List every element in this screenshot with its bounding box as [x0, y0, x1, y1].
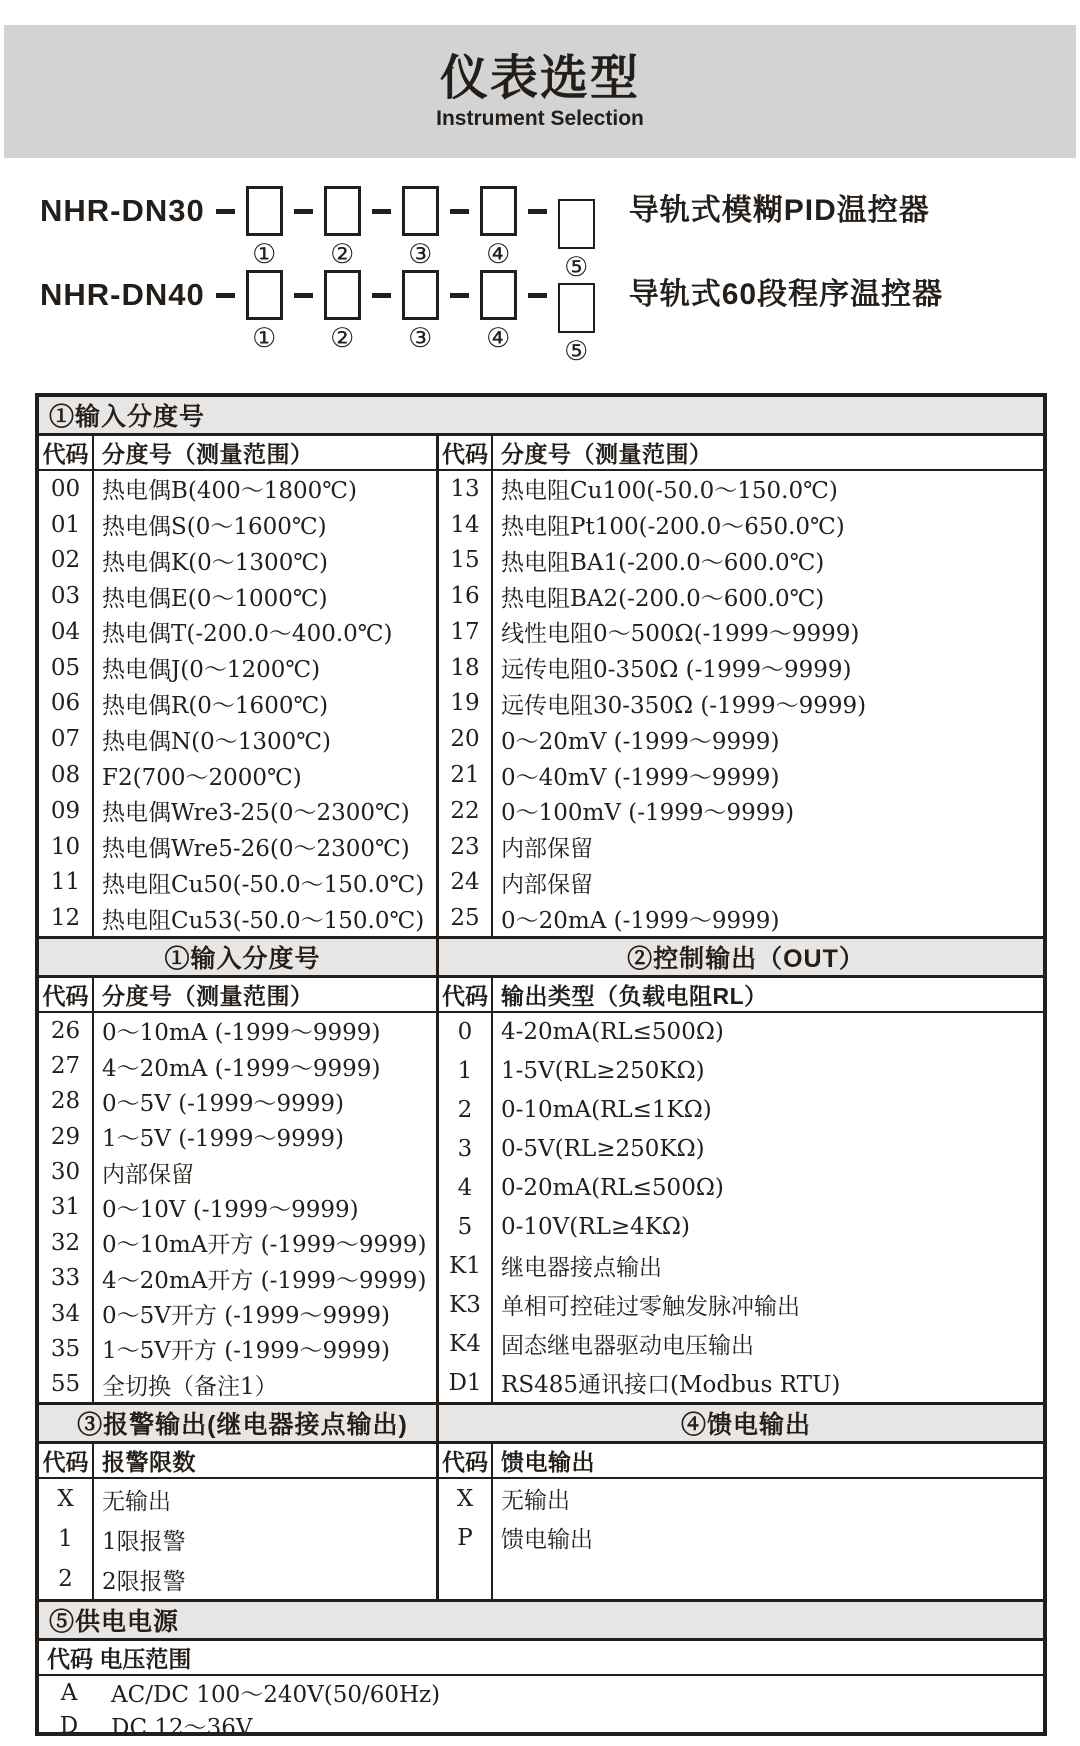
dash — [294, 209, 313, 214]
desc-cell: 继电器接点输出 — [501, 1255, 662, 1282]
desc-cell: 0～40mV (-1999～9999) — [501, 764, 780, 791]
table-row — [39, 507, 436, 543]
section1-body — [39, 436, 1043, 936]
desc-cell: 热电阻Cu100(-50.0～150.0℃) — [501, 478, 838, 505]
table-row — [39, 829, 436, 865]
code-cell: 30 — [39, 1154, 94, 1189]
section2-left-title: ①输入分度号 — [39, 939, 439, 975]
table-row — [39, 1190, 436, 1225]
code-cell: 19 — [439, 686, 493, 722]
table-row — [39, 721, 436, 757]
code-box — [246, 186, 283, 236]
page-subtitle: Instrument Selection — [436, 106, 644, 130]
code-box — [246, 270, 283, 320]
section5-rows — [39, 1676, 1043, 1742]
col-header-code: 代码 — [439, 436, 493, 469]
code-cell: K3 — [439, 1285, 493, 1324]
desc-cell: 远传电阻0-350Ω (-1999～9999) — [501, 657, 852, 684]
code-cell: D — [59, 1712, 79, 1739]
desc-cell: 无输出 — [102, 1488, 171, 1515]
desc-cell: 1～5V开方 (-1999～9999) — [102, 1338, 390, 1365]
model-code-diagrams — [40, 186, 1050, 366]
desc-cell: RS485通讯接口(Modbus RTU) — [501, 1372, 841, 1399]
table-row — [439, 686, 1043, 722]
desc-cell: 热电偶B(400～1800℃) — [102, 478, 358, 505]
table-row — [439, 1363, 1043, 1402]
desc-cell: 4～20mA开方 (-1999～9999) — [102, 1267, 427, 1294]
code-cell: 22 — [439, 793, 493, 829]
table-row — [39, 793, 436, 829]
code-cell: 1 — [439, 1052, 493, 1091]
section2-left-rows — [39, 1013, 436, 1402]
col-header-desc: 分度号（测量范围） — [501, 441, 713, 467]
table-row — [39, 578, 436, 614]
desc-cell: 内部保留 — [102, 1161, 194, 1188]
position-marker: ⑤ — [564, 252, 589, 282]
code-slot-5 — [558, 283, 595, 366]
page-title: 仪表选型 — [439, 51, 640, 105]
desc-cell: 热电偶T(-200.0～400.0℃) — [102, 621, 393, 648]
desc-cell — [493, 1557, 1043, 1599]
code-cell: 04 — [39, 614, 94, 650]
desc-cell: 无输出 — [501, 1488, 570, 1514]
code-cell: 29 — [39, 1119, 94, 1154]
code-cell: D1 — [439, 1363, 493, 1402]
table-row — [39, 1154, 436, 1189]
desc-cell: 热电阻Cu53(-50.0～150.0℃) — [102, 907, 425, 934]
position-marker: ① — [252, 239, 277, 269]
table-row — [439, 614, 1043, 650]
position-marker: ③ — [408, 239, 433, 269]
desc-cell: 线性电阻0～500Ω(-1999～9999) — [501, 621, 860, 648]
dash — [294, 293, 313, 298]
table-row — [439, 1169, 1043, 1208]
code-cell: 5 — [439, 1208, 493, 1247]
section3-right — [439, 1444, 1043, 1599]
code-cell: 00 — [39, 471, 94, 507]
table-row — [439, 1246, 1043, 1285]
code-cell: 03 — [39, 578, 94, 614]
section1-right-colhead — [439, 436, 1043, 471]
desc-cell: 热电阻BA2(-200.0～600.0℃) — [501, 585, 825, 612]
code-slot-2 — [324, 270, 361, 353]
code-cell: 02 — [39, 543, 94, 579]
position-marker: ① — [252, 323, 277, 353]
desc-cell: 1限报警 — [102, 1528, 186, 1555]
code-cell: 28 — [39, 1084, 94, 1119]
code-slot-4 — [480, 186, 517, 269]
desc-cell: 0～20mA (-1999～9999) — [501, 907, 780, 934]
position-marker: ⑤ — [564, 336, 589, 366]
code-cell: 32 — [39, 1225, 94, 1260]
position-marker: ② — [330, 239, 355, 269]
table-row — [439, 578, 1043, 614]
table-row — [39, 1261, 436, 1296]
section2-titlebar — [39, 936, 1043, 978]
code-box — [480, 186, 517, 236]
code-box — [324, 270, 361, 320]
code-cell: 20 — [439, 721, 493, 757]
table-row — [439, 1208, 1043, 1247]
desc-cell: 热电阻Pt100(-200.0～650.0℃) — [501, 514, 845, 541]
code-box — [402, 270, 439, 320]
table-row — [39, 1296, 436, 1331]
code-cell: 11 — [39, 864, 94, 900]
code-cell: 10 — [39, 829, 94, 865]
desc-cell: 4-20mA(RL≤500Ω) — [501, 1019, 724, 1046]
table-row — [39, 1676, 1043, 1709]
position-marker: ② — [330, 323, 355, 353]
table-row — [439, 1518, 1043, 1557]
code-cell: 01 — [39, 507, 94, 543]
position-marker: ④ — [486, 239, 511, 269]
code-cell: P — [439, 1518, 493, 1557]
table-row — [439, 1091, 1043, 1130]
code-cell: 26 — [39, 1013, 94, 1048]
model-description: 导轨式模糊PID温控器 — [628, 194, 930, 227]
code-cell: 34 — [39, 1296, 94, 1331]
desc-cell: 热电偶S(0～1600℃) — [102, 514, 327, 541]
section3-right-colhead — [439, 1444, 1043, 1479]
desc-cell: 馈电输出 — [501, 1527, 593, 1553]
desc-cell: 热电偶E(0～1000℃) — [102, 585, 328, 612]
table-row — [39, 757, 436, 793]
dash — [372, 209, 391, 214]
code-cell: 16 — [439, 578, 493, 614]
table-row — [439, 757, 1043, 793]
desc-cell: 热电偶R(0～1600℃) — [102, 692, 329, 719]
desc-cell: 0～10V (-1999～9999) — [102, 1196, 359, 1223]
desc-cell: 1-5V(RL≥250KΩ) — [501, 1058, 705, 1085]
table-row — [439, 543, 1043, 579]
desc-cell: 2限报警 — [102, 1568, 186, 1595]
code-cell: 27 — [39, 1048, 94, 1083]
section1-left-rows — [39, 471, 436, 936]
table-row — [39, 543, 436, 579]
code-slot-5 — [558, 199, 595, 282]
model-name: NHR-DN40 — [40, 277, 205, 312]
section3-left — [39, 1444, 439, 1599]
table-row — [439, 900, 1043, 936]
code-box — [480, 270, 517, 320]
model-row-nhr-dn40 — [40, 270, 1050, 366]
code-cell: K1 — [439, 1246, 493, 1285]
section3-titlebar — [39, 1402, 1043, 1444]
section2-body — [39, 978, 1043, 1402]
title-banner — [4, 25, 1076, 158]
code-cell: 23 — [439, 829, 493, 865]
desc-cell: 远传电阻30-350Ω (-1999～9999) — [501, 692, 867, 719]
position-marker: ③ — [408, 323, 433, 353]
table-row — [39, 900, 436, 936]
code-slot-3 — [402, 186, 439, 269]
table-row — [39, 471, 436, 507]
section2-left — [39, 978, 439, 1402]
col-header-desc: 报警限数 — [102, 1449, 196, 1475]
selection-table — [35, 393, 1047, 1741]
code-cell: 21 — [439, 757, 493, 793]
dash — [216, 209, 235, 214]
code-cell: 06 — [39, 686, 94, 722]
dash — [450, 209, 469, 214]
desc-cell: DC 12～36V — [111, 1715, 253, 1741]
section3-right-title: ④馈电输出 — [439, 1405, 1043, 1441]
model-description: 导轨式60段程序温控器 — [628, 278, 944, 311]
section5-colhead: 代码 电压范围 — [39, 1641, 1043, 1676]
section5-title: ⑤供电电源 — [39, 1599, 1043, 1641]
code-cell: 14 — [439, 507, 493, 543]
table-row — [439, 1285, 1043, 1324]
table-row — [39, 1331, 436, 1366]
table-row — [39, 1225, 436, 1260]
desc-cell: 内部保留 — [501, 836, 593, 863]
desc-cell: 单相可控硅过零触发脉冲输出 — [501, 1294, 800, 1321]
table-row — [439, 864, 1043, 900]
table-row — [39, 1479, 436, 1519]
table-row — [39, 1084, 436, 1119]
position-marker: ④ — [486, 323, 511, 353]
code-cell: 25 — [439, 900, 493, 936]
code-box — [324, 186, 361, 236]
code-box — [558, 199, 595, 249]
code-cell: 24 — [439, 864, 493, 900]
section2-right-title: ②控制输出（OUT） — [439, 939, 1043, 975]
table-row — [39, 1119, 436, 1154]
code-cell: 1 — [39, 1519, 94, 1559]
desc-cell: 热电偶N(0～1300℃) — [102, 728, 331, 755]
table-row-filler — [439, 1557, 1043, 1599]
code-cell: 2 — [39, 1559, 94, 1599]
table-row — [439, 650, 1043, 686]
code-cell: 17 — [439, 614, 493, 650]
section2-right — [439, 978, 1043, 1402]
col-header-desc: 馈电输出 — [501, 1449, 595, 1475]
table-row — [439, 829, 1043, 865]
table-row — [439, 721, 1043, 757]
col-header-code: 代码 — [39, 1444, 94, 1477]
desc-cell: 0～10mA (-1999～9999) — [102, 1020, 381, 1047]
desc-cell: 内部保留 — [501, 871, 593, 898]
code-cell: 05 — [39, 650, 94, 686]
code-cell: 3 — [439, 1130, 493, 1169]
desc-cell: 热电偶J(0～1200℃) — [102, 657, 321, 684]
code-slot-3 — [402, 270, 439, 353]
desc-cell: 热电阻BA1(-200.0～600.0℃) — [501, 549, 825, 576]
table-row — [439, 1052, 1043, 1091]
desc-cell: 热电阻Cu50(-50.0～150.0℃) — [102, 871, 425, 898]
col-header-code: 代码 — [439, 978, 493, 1011]
table-row — [39, 1519, 436, 1559]
desc-cell: 热电偶K(0～1300℃) — [102, 549, 329, 576]
table-row — [39, 614, 436, 650]
table-row — [439, 1479, 1043, 1518]
table-row — [39, 1048, 436, 1083]
section3-body — [39, 1444, 1043, 1599]
dash — [372, 293, 391, 298]
code-slot-1 — [246, 186, 283, 269]
table-row — [39, 1013, 436, 1048]
desc-cell: 0～100mV (-1999～9999) — [501, 800, 795, 827]
table-row — [39, 864, 436, 900]
dash — [528, 209, 547, 214]
table-row — [439, 793, 1043, 829]
code-cell: A — [60, 1679, 78, 1706]
desc-cell: 0～5V开方 (-1999～9999) — [102, 1303, 390, 1330]
code-cell: 35 — [39, 1331, 94, 1366]
dash — [528, 293, 547, 298]
section1-right — [439, 436, 1043, 936]
table-row — [39, 650, 436, 686]
table-row — [39, 1709, 1043, 1742]
code-cell: 12 — [39, 900, 94, 936]
code-cell: X — [439, 1479, 493, 1518]
code-slot-4 — [480, 270, 517, 353]
code-cell: 08 — [39, 757, 94, 793]
desc-cell: 0-10mA(RL≤1KΩ) — [501, 1097, 712, 1124]
desc-cell: 0～20mV (-1999～9999) — [501, 728, 780, 755]
desc-cell: 0-20mA(RL≤500Ω) — [501, 1175, 724, 1202]
section3-right-rows — [439, 1479, 1043, 1599]
section2-left-colhead — [39, 978, 436, 1013]
table-row — [439, 1130, 1043, 1169]
desc-cell: 0-5V(RL≥250KΩ) — [501, 1136, 705, 1163]
code-cell: 09 — [39, 793, 94, 829]
dash — [450, 293, 469, 298]
section1-title: ①输入分度号 — [39, 397, 1043, 436]
code-slot-1 — [246, 270, 283, 353]
code-cell: 13 — [439, 471, 493, 507]
model-row-nhr-dn30 — [40, 186, 1050, 282]
table-row — [439, 1324, 1043, 1363]
dash — [216, 293, 235, 298]
section1-right-rows — [439, 471, 1043, 936]
section2-right-colhead — [439, 978, 1043, 1013]
code-cell: 15 — [439, 543, 493, 579]
code-cell: K4 — [439, 1324, 493, 1363]
code-cell: 18 — [439, 650, 493, 686]
col-header-code: 代码 — [39, 978, 94, 1011]
code-cell — [439, 1557, 493, 1599]
desc-cell: 0～10mA开方 (-1999～9999) — [102, 1232, 427, 1259]
code-cell: 33 — [39, 1261, 94, 1296]
code-cell: X — [39, 1479, 94, 1519]
code-cell: 2 — [439, 1091, 493, 1130]
section2-right-rows — [439, 1013, 1043, 1402]
code-cell: 4 — [439, 1169, 493, 1208]
desc-cell: AC/DC 100～240V(50/60Hz) — [111, 1682, 441, 1708]
col-header-desc: 输出类型（负载电阻RL） — [501, 983, 768, 1009]
col-header-code: 代码 — [439, 1444, 493, 1477]
code-slot-2 — [324, 186, 361, 269]
section3-left-colhead — [39, 1444, 436, 1479]
table-row — [39, 1367, 436, 1402]
code-box — [402, 186, 439, 236]
desc-cell: 1～5V (-1999～9999) — [102, 1126, 344, 1153]
table-row — [439, 507, 1043, 543]
desc-cell: 4～20mA (-1999～9999) — [102, 1055, 381, 1082]
desc-cell: 固态继电器驱动电压输出 — [501, 1333, 754, 1360]
section1-left — [39, 436, 439, 936]
code-cell: 55 — [39, 1367, 94, 1402]
code-box — [558, 283, 595, 333]
desc-cell: 0～5V (-1999～9999) — [102, 1090, 344, 1117]
model-name: NHR-DN30 — [40, 193, 205, 228]
desc-cell: F2(700～2000℃) — [102, 764, 302, 791]
col-header-desc: 分度号（测量范围） — [102, 441, 314, 467]
col-header-code: 代码 — [39, 436, 94, 469]
desc-cell: 0-10V(RL≥4KΩ) — [501, 1213, 690, 1240]
table-row — [439, 1013, 1043, 1052]
table-row — [39, 686, 436, 722]
section3-left-rows — [39, 1479, 436, 1599]
desc-cell: 全切换（备注1） — [102, 1373, 278, 1400]
desc-cell: 热电偶Wre3-25(0～2300℃) — [102, 800, 410, 827]
code-cell: 0 — [439, 1013, 493, 1052]
section1-left-colhead — [39, 436, 436, 471]
desc-cell: 热电偶Wre5-26(0～2300℃) — [102, 836, 410, 863]
code-cell: 07 — [39, 721, 94, 757]
col-header-desc: 分度号（测量范围） — [102, 983, 314, 1009]
code-cell: 31 — [39, 1190, 94, 1225]
table-row — [39, 1559, 436, 1599]
section3-left-title: ③报警输出(继电器接点输出) — [39, 1405, 439, 1441]
table-row — [439, 471, 1043, 507]
